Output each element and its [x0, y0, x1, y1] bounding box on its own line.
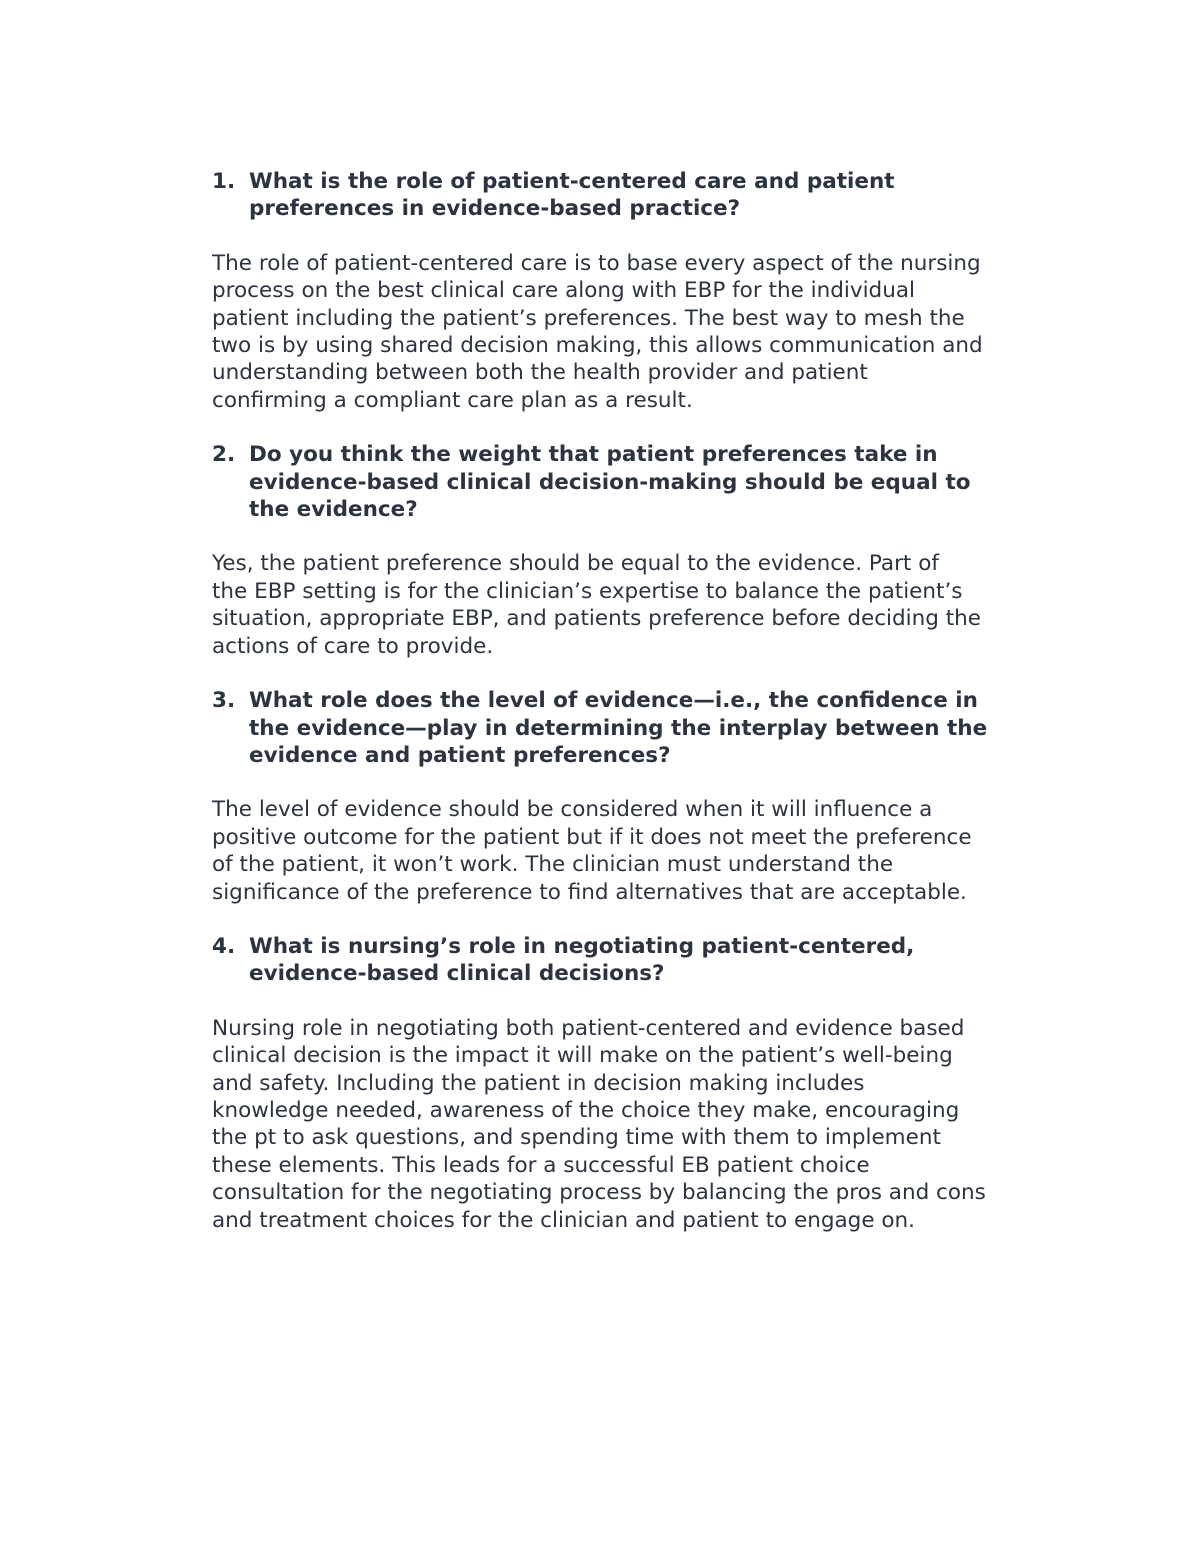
question-text — [249, 441, 1072, 523]
question-line: What is nursing’s role in negotiating patient-centered, — [249, 933, 915, 959]
question-number: 2. — [212, 442, 236, 468]
qa-item-3 — [212, 687, 1072, 906]
answer-line: the EBP setting is for the clinician’s expertise to balance the patient’s — [212, 578, 963, 604]
answer-line: patient including the patient’s preferences. The best way to mesh the — [212, 305, 965, 331]
answer-line: The level of evidence should be considered when it will influence a — [212, 797, 933, 823]
answer-line: and safety. Including the patient in decision making includes — [212, 1070, 865, 1096]
answer-line: knowledge needed, awareness of the choice they make, encouraging — [212, 1097, 960, 1123]
question-1 — [212, 168, 1072, 223]
question-4 — [212, 933, 1072, 988]
answer-line: process on the best clinical care along with EBP for the individual — [212, 278, 915, 304]
answer-line: and treatment choices for the clinician and patient to engage on. — [212, 1207, 915, 1233]
question-line: What role does the level of evidence—i.e., the confidence in — [249, 688, 978, 714]
answer-line: understanding between both the health provider and patient — [212, 360, 868, 386]
answer-line: clinical decision is the impact it will make on the patient’s well-being — [212, 1043, 953, 1069]
qa-item-1 — [212, 168, 1072, 414]
answer-1 — [212, 250, 1072, 414]
answer-line: actions of care to provide. — [212, 633, 494, 659]
answer-line: The role of patient-centered care is to base every aspect of the nursing — [212, 250, 981, 276]
question-2 — [212, 441, 1072, 523]
question-line: evidence-based clinical decisions? — [249, 961, 665, 987]
answer-3 — [212, 796, 1072, 906]
answer-line: of the patient, it won’t work. The clinician must understand the — [212, 852, 894, 878]
question-line: Do you think the weight that patient preferences take in — [249, 442, 938, 468]
answer-line: these elements. This leads for a successful EB patient choice — [212, 1152, 870, 1178]
question-number: 1. — [212, 169, 236, 194]
question-text — [249, 687, 1072, 769]
question-number: 3. — [212, 688, 236, 714]
answer-line: two is by using shared decision making, this allows communication and — [212, 333, 983, 359]
qa-item-4 — [212, 933, 1072, 1234]
document-page — [212, 168, 1072, 1261]
question-line: What is the role of patient-centered care and patient — [249, 169, 895, 194]
question-number: 4. — [212, 933, 236, 959]
answer-4 — [212, 1015, 1072, 1234]
answer-line: positive outcome for the patient but if it does not meet the preference — [212, 824, 972, 850]
answer-line: the pt to ask questions, and spending time with them to implement — [212, 1125, 941, 1151]
answer-line: Yes, the patient preference should be equal to the evidence. Part of — [212, 551, 939, 577]
question-3 — [212, 687, 1072, 769]
qa-item-2 — [212, 441, 1072, 660]
answer-line: Nursing role in negotiating both patient-centered and evidence based — [212, 1015, 965, 1041]
answer-line: situation, appropriate EBP, and patients preference before deciding the — [212, 606, 982, 632]
question-line: the evidence? — [249, 497, 418, 523]
question-line: evidence and patient preferences? — [249, 742, 671, 768]
question-line: preferences in evidence-based practice? — [249, 196, 741, 222]
answer-line: confirming a compliant care plan as a result. — [212, 387, 693, 413]
question-text — [249, 933, 1072, 988]
question-text — [249, 168, 1072, 223]
answer-2 — [212, 550, 1072, 660]
question-line: evidence-based clinical decision-making should be equal to — [249, 469, 971, 495]
answer-line: significance of the preference to find alternatives that are acceptable. — [212, 879, 967, 905]
answer-line: consultation for the negotiating process by balancing the pros and cons — [212, 1180, 986, 1206]
question-line: the evidence—play in determining the interplay between the — [249, 715, 988, 741]
